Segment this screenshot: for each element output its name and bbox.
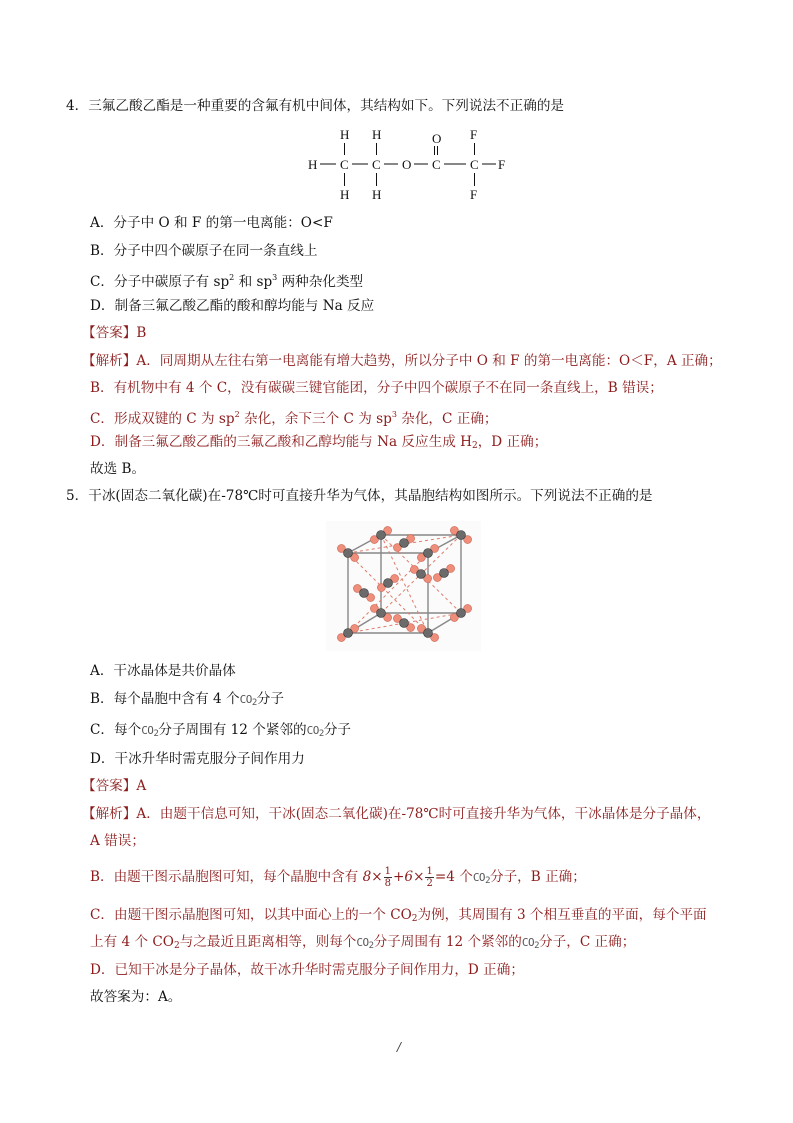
- svg-text:C: C: [432, 157, 441, 172]
- q4-number: 4．: [66, 98, 89, 114]
- carbon-atom: [377, 609, 386, 618]
- q4-analysis-b: B．有机物中有 4 个 C，没有碳碳三键官能团，分子中四个碳原子不在同一条直线上，B 错误；: [90, 380, 663, 396]
- q5-conclusion: 故答案为：A。: [90, 989, 182, 1005]
- carbon-atom: [360, 589, 369, 598]
- q5-option-d: D．干冰升华时需克服分子间作用力: [90, 751, 305, 767]
- q4-option-a: A．分子中 O 和 F 的第一电离能：O<F: [90, 215, 333, 231]
- carbon-atom: [344, 629, 353, 638]
- answer-label: 【答案】: [82, 778, 137, 794]
- q5-analysis-c2: 上有 4 个 $CO_2$与之最近且距离相等，则每个$CO_2$分子周围有 12 个紧邻的$CO_2$分子，C 正确；: [90, 934, 636, 951]
- carbon-atom: [424, 629, 433, 638]
- answer-label: 【答案】: [82, 325, 137, 341]
- carbon-atom: [457, 609, 466, 618]
- carbon-atom: [344, 549, 353, 558]
- q4-answer: 【答案】B: [82, 325, 147, 341]
- q4-conclusion: 故选 B。: [90, 461, 146, 477]
- svg-text:F: F: [470, 187, 478, 202]
- carbon-atom: [400, 619, 409, 628]
- q4-analysis-c: C．形成双键的 C 为 $sp^2$ 杂化，余下三个 C 为 $sp^3$ 杂化，C 正确；: [90, 410, 498, 427]
- carbon-atom: [440, 569, 449, 578]
- svg-text:C: C: [372, 157, 381, 172]
- carbon-atom: [457, 531, 466, 540]
- q4-option-b: B．分子中四个碳原子在同一条直线上: [90, 243, 318, 259]
- carbon-atom: [424, 549, 433, 558]
- svg-text:H: H: [372, 187, 382, 202]
- q4-stem: 4．三氟乙酸乙酯是一种重要的含氟有机中间体，其结构如下。下列说法不正确的是: [66, 98, 565, 114]
- q5-option-c: C．每个$CO_2$分子周围有 12 个紧邻的$CO_2$分子: [90, 722, 352, 739]
- svg-text:O: O: [402, 157, 412, 172]
- q5-option-a: A．干冰晶体是共价晶体: [90, 663, 236, 679]
- q5-analysis-d: D．已知干冰是分子晶体，故干冰升华时需克服分子间作用力，D 正确；: [90, 962, 524, 978]
- q5-analysis-a1: 【解析】A．由题干信息可知，干冰(固态二氧化碳)在-78℃时可直接升华为气体，干冰晶体是分子晶体，: [82, 806, 711, 822]
- atom-f: F: [470, 127, 478, 142]
- q4-structure-formula: [300, 124, 520, 206]
- atom-c: C: [340, 157, 349, 172]
- q5-stem: 5．干冰(固态二氧化碳)在-78℃时可直接升华为气体，其晶胞结构如图所示。下列说法不正确的是: [66, 488, 653, 504]
- page-number: /: [397, 1040, 402, 1054]
- co2-formula: $CO_2$: [239, 693, 257, 708]
- q5-analysis-c1: C．由题干图示晶胞图可知，以其中面心上的一个 $CO_2$为例，其周围有 3 个相互垂直的平面，每个平面: [90, 907, 707, 924]
- carbon-atom: [417, 570, 426, 579]
- atom-o: O: [432, 131, 442, 146]
- svg-text:H: H: [372, 127, 382, 142]
- q4-option-c: C．分子中碳原子有 $sp^2$ 和 $sp^3$ 两种杂化类型: [90, 273, 364, 290]
- svg-text:F: F: [498, 157, 506, 172]
- analysis-label: 【解析】: [82, 806, 137, 822]
- carbon-atom: [377, 531, 386, 540]
- svg-text:C: C: [470, 157, 479, 172]
- fraction-one-half: $\frac{1}{2}$: [426, 866, 433, 889]
- q5-analysis-a2: A 错误；: [90, 833, 145, 849]
- q4-option-d: D．制备三氟乙酸乙酯的酸和醇均能与 Na 反应: [90, 298, 375, 314]
- carbon-atom: [400, 539, 409, 548]
- q5-option-b: B．每个晶胞中含有 4 个$CO_2$分子: [90, 691, 284, 708]
- crystal-cell-diagram: [326, 521, 481, 651]
- q4-analysis-a: 【解析】A．同周期从左往右第一电离能有增大趋势，所以分子中 O 和 F 的第一电离能：O＜F，A 正确；: [82, 353, 722, 369]
- q5-answer: 【答案】A: [82, 778, 147, 794]
- q5-analysis-b: B．由题干图示晶胞图可知，每个晶胞中含有 8× $\frac{1}{8}$ +6× $\frac{1}{2}$ =4 个$CO_2$分子，B 正确；: [90, 866, 586, 889]
- fraction-one-eighth: $\frac{1}{8}$: [384, 866, 392, 889]
- analysis-label: 【解析】: [82, 353, 137, 369]
- svg-text:H: H: [308, 157, 318, 172]
- atom-h: H: [340, 127, 350, 142]
- q4-analysis-d: D．制备三氟乙酸乙酯的三氟乙酸和乙醇均能与 Na 反应生成 $H_2$，D 正确；: [90, 434, 548, 451]
- svg-text:H: H: [340, 187, 350, 202]
- q5-number: 5．: [66, 488, 89, 504]
- carbon-atom: [384, 579, 393, 588]
